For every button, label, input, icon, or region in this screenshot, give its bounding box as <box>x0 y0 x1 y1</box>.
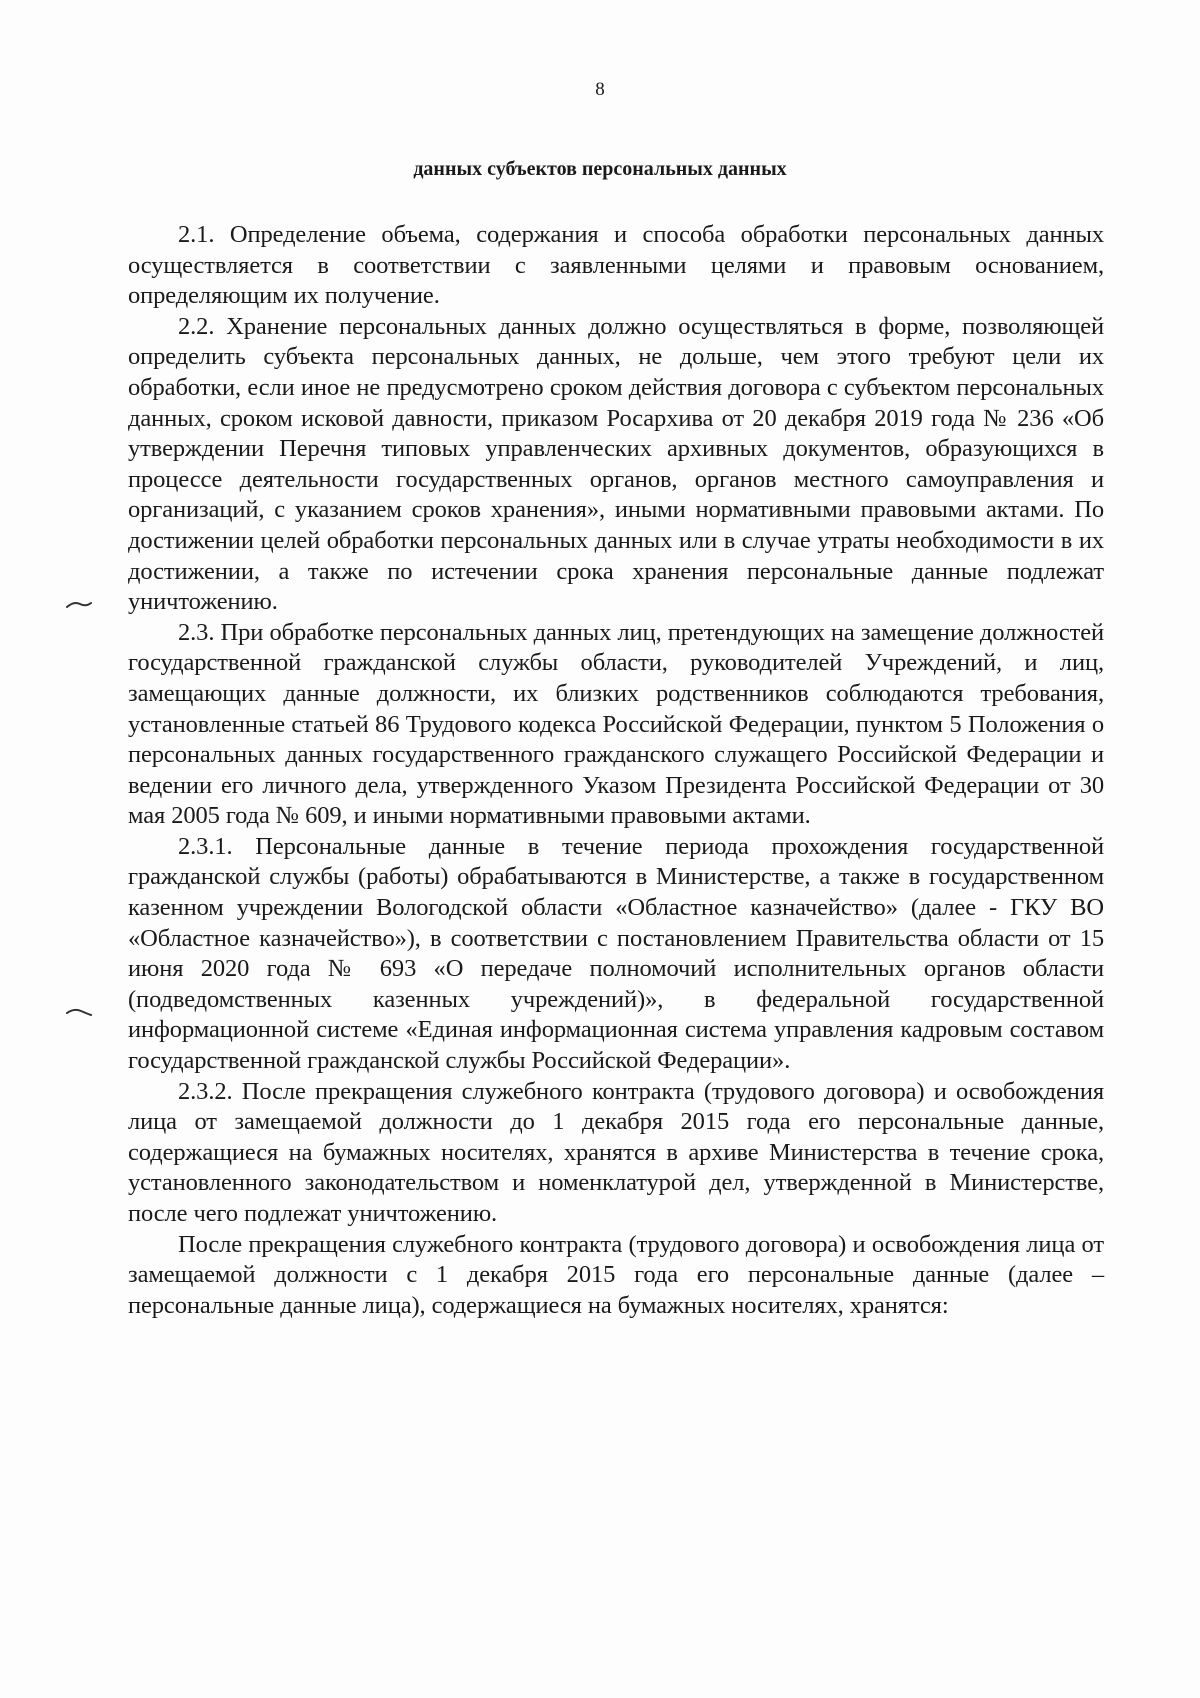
margin-scan-mark <box>66 600 92 610</box>
paragraph-2-2: 2.2. Хранение персональных данных должно осуществляться в форме, позволяющей определить субъекта персональных данных, не дольше, чем этого требуют цели их обработки, если иное не предусмотрено сроком действия договора с субъектом персональных данных, сроком исковой давности, приказом Росархива от 20 декабря 2019 года № 236 «Об утверждении Перечня типовых управленческих архивных документов, образующихся в процессе деятельности государственных органов, органов местного самоуправления и организаций, с указанием сроков хранения», иными нормативными правовыми актами. По достижении целей обработки персональных данных или в случае утраты необходимости в их достижении, а также по истечении срока хранения персональные данные подлежат уничтожению. <box>128 312 1104 616</box>
paragraph-2-3-2: 2.3.2. После прекращения служебного контракта (трудового договора) и освобождения лица от замещаемой должности до 1 декабря 2015 года его персональные данные, содержащиеся на бумажных носителях, хранятся в архиве Министерства в течение срока, установленного законодательством и номенклатурой дел, утвержденной в Министерстве, после чего подлежат уничтожению. <box>128 1077 1104 1227</box>
document-body <box>128 220 1104 1321</box>
margin-scan-mark <box>66 1008 92 1018</box>
page-number: 8 <box>595 79 605 100</box>
paragraph-2-3-1: 2.3.1. Персональные данные в течение периода прохождения государственной гражданской службы (работы) обрабатываются в Министерстве, а также в государственном казенном учреждении Вологодской области «Областное казначейство» (далее - ГКУ ВО «Областное казначейство»), в соответствии с постановлением Правительства области от 15 июня 2020 года № 693 «О передаче полномочий исполнительных органов области (подведомственных казенных учреждений)», в федеральной государственной информационной системе «Единая информационная система управления кадровым составом государственной гражданской службы Российской Федерации». <box>128 832 1104 1075</box>
paragraph-2-3-2-continuation: После прекращения служебного контракта (трудового договора) и освобождения лица от замещаемой должности с 1 декабря 2015 года его персональные данные (далее – персональные данные лица), содержащиеся на бумажных носителях, хранятся: <box>128 1230 1104 1319</box>
paragraph-2-3: 2.3. При обработке персональных данных лиц, претендующих на замещение должностей государственной гражданской службы области, руководителей Учреждений, и лиц, замещающих данные должности, их близких родственников соблюдаются требования, установленные статьей 86 Трудового кодекса Российской Федерации, пунктом 5 Положения о персональных данных государственного гражданского служащего Российской Федерации и ведении его личного дела, утвержденного Указом Президента Российской Федерации от 30 мая 2005 года № 609, и иными нормативными правовыми актами. <box>128 618 1104 830</box>
paragraph-2-1: 2.1. Определение объема, содержания и способа обработки персональных данных осуществляется в соответствии с заявленными целями и правовым основанием, определяющим их получение. <box>128 221 1104 310</box>
section-heading: данных субъектов персональных данных <box>413 158 787 180</box>
